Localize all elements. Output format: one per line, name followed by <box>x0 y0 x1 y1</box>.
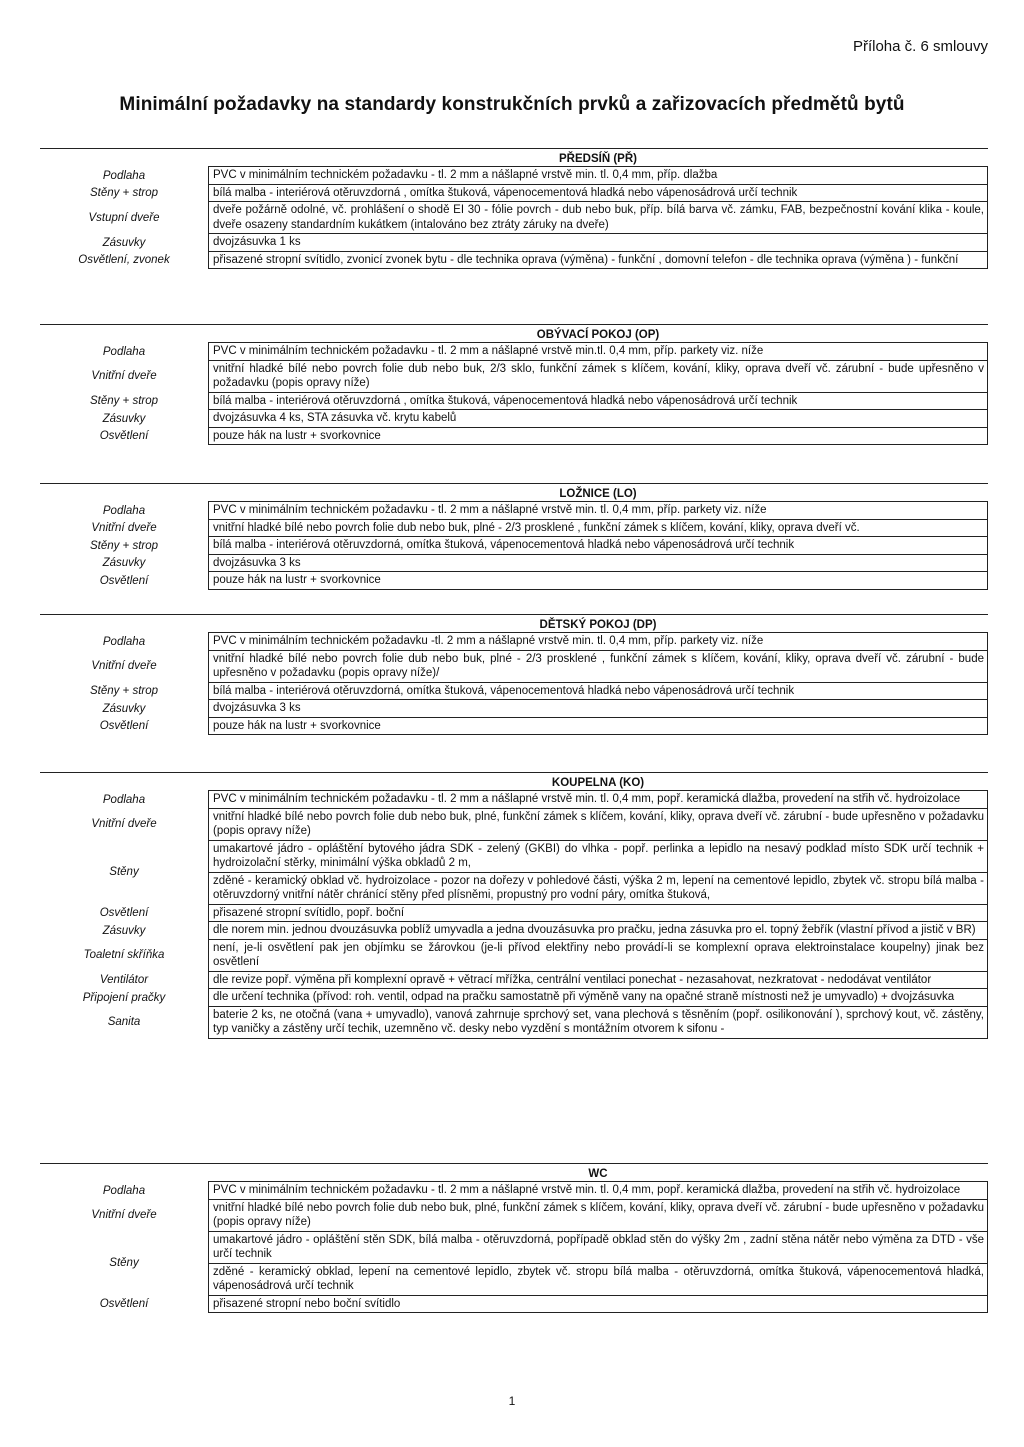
row-values <box>208 520 988 538</box>
row-value: vnitřní hladké bílé nebo povrch folie dub nebo buk, plné - 2/3 prosklené , funkční zámek s klíčem, kování, kliky, oprava dveří vč. zárubní - bude upřesněno v požadavku (popis opravy níže)/ <box>209 651 988 683</box>
row-value: zděné - keramický obklad vč. hydroizolace - pozor na dořezy v pohledové části, výška 2 m, lepení na cementové lepidlo, zbytek vč. stropu bílá malba - otěruvzdorný vnitřní nátěr chránící stěny před plísněmi, propustný pro vodní páry, omítka štuková, <box>209 873 988 905</box>
row-value: pouze hák na lustr + svorkovnice <box>209 572 988 590</box>
table-row <box>40 1007 988 1039</box>
row-value: vnitřní hladké bílé nebo povrch folie dub nebo buk, plné, funkční zámek s klíčem, kování, kliky, oprava dveří vč. zárubní - bude upřesněno v požadavku (popis opravy níže) <box>209 1200 988 1232</box>
table-row <box>40 651 988 683</box>
row-label: Vnitřní dveře <box>91 660 157 673</box>
page-title: Minimální požadavky na standardy konstrukčních prvků a zařizovacích předmětů bytů <box>119 94 905 115</box>
table-row <box>40 537 988 555</box>
row-label: Osvětlení <box>99 430 149 442</box>
row-values <box>208 410 988 428</box>
table-row <box>40 502 988 520</box>
row-label: Vnitřní dveře <box>91 818 157 831</box>
row-value: bílá malba - interiérová otěruvzdorná , omítka štuková, vápenocementová hladká nebo vápenosádrová určí technik <box>209 393 988 411</box>
row-value: zděné - keramický obklad, lepení na cementové lepidlo, zbytek vč. stropu bílá malba - otěruvzdorná, omítka štuková, vápenocementová hladká, vápenosádrová určí technik <box>209 1264 988 1296</box>
row-label: Vnitřní dveře <box>91 1209 157 1222</box>
table-row <box>40 555 988 573</box>
row-values <box>208 361 988 393</box>
row-label: Zásuvky <box>102 924 146 937</box>
table-row <box>40 989 988 1007</box>
row-value: přisazené stropní svítidlo, popř. boční <box>209 905 988 923</box>
row-label: Zásuvky <box>102 236 146 249</box>
row-label: Vnitřní dveře <box>91 522 157 534</box>
row-label: Vnitřní dveře <box>91 370 157 383</box>
table-row <box>40 683 988 701</box>
row-values <box>208 683 988 701</box>
section-title: WC <box>208 1164 988 1182</box>
row-label: Podlaha <box>102 1184 146 1197</box>
table-row <box>40 167 988 185</box>
section-title: DĚTSKÝ POKOJ (DP) <box>208 615 988 633</box>
row-label: Osvětlení <box>99 574 149 587</box>
row-value: bílá malba - interiérová otěruvzdorná, omítka štuková, vápenocementová hladká nebo vápenosádrová určí technik <box>209 683 988 701</box>
row-value: přisazené stropní svítidlo, zvonicí zvonek bytu - dle technika oprava (výměna) - funkční , domovní telefon - dle technika oprava (výměna ) - funkční <box>209 252 988 270</box>
section-wc <box>40 1163 988 1313</box>
row-label: Stěny <box>109 866 139 879</box>
section-koupelna <box>40 772 988 1039</box>
section-detsky-pokoj <box>40 614 988 735</box>
row-label: Podlaha <box>102 504 146 517</box>
row-label: Stěny <box>109 1257 139 1270</box>
row-values <box>208 922 988 940</box>
row-values <box>208 972 988 990</box>
row-values <box>208 905 988 923</box>
row-value: vnitřní hladké bílé nebo povrch folie dub nebo buk, plné, funkční zámek s klíčem, kování, kliky, oprava dveří vč. zárubní - bude upřesněno v požadavku (popis opravy níže) <box>209 809 988 841</box>
row-values <box>208 1232 988 1296</box>
section-title: OBÝVACÍ POKOJ (OP) <box>208 325 988 343</box>
row-label: Podlaha <box>102 635 146 648</box>
table-row <box>40 905 988 923</box>
row-values <box>208 555 988 573</box>
row-value: PVC v minimálním technickém požadavku - tl. 2 mm a nášlapné vrstvě min. tl. 0,4 mm, příp. dlažba <box>209 167 988 185</box>
row-value: baterie 2 ks, ne otočná (vana + umyvadlo), vanová zahrnuje sprchový set, vana plechová s těsněním (popř. osilikonování ), sprchový kout, vč. zástěny, typ vaničky a zástěny určí techik, uzemněno vč. desky nebo vyzdění s montážním otvorem k sifonu - <box>209 1007 988 1039</box>
row-values <box>208 202 988 234</box>
row-values <box>208 791 988 809</box>
section-loznice <box>40 483 988 590</box>
row-label: Stěny + strop <box>89 685 159 697</box>
row-label: Sanita <box>107 1016 141 1029</box>
row-label: Stěny + strop <box>89 187 159 199</box>
row-value: umakartové jádro - opláštění stěn SDK, bílá malba - otěruvzdorná, popřípadě obklad stěn do výšky 2m , zadní stěna nátěr nebo výměna za DTD - vše určí technik <box>209 1232 988 1264</box>
section-title: KOUPELNA (KO) <box>208 773 988 791</box>
row-value: dle určení technika (přívod: roh. ventil, odpad na pračku samostatně při výměně vany na opačné straně místnosti než je umyvadlo) + dvojzásuvka <box>209 989 988 1007</box>
table-row <box>40 841 988 905</box>
table-row <box>40 1296 988 1314</box>
row-values <box>208 502 988 520</box>
row-values <box>208 700 988 718</box>
section-predsin <box>40 148 988 269</box>
row-label: Zásuvky <box>102 412 146 425</box>
row-label: Ventilátor <box>99 974 149 986</box>
row-values <box>208 428 988 446</box>
row-value: dvojzásuvka 3 ks <box>209 700 988 718</box>
section-title: PŘEDSÍŇ (PŘ) <box>208 149 988 167</box>
row-values <box>208 234 988 252</box>
table-row <box>40 1182 988 1200</box>
row-label: Podlaha <box>102 169 146 182</box>
row-value: přisazené stropní nebo boční svítidlo <box>209 1296 988 1314</box>
table-row <box>40 520 988 538</box>
row-label: Osvětlení <box>99 907 149 919</box>
row-label: Zásuvky <box>102 702 146 715</box>
row-value: umakartové jádro - opláštění bytového jádra SDK - zelený (GKBI) do vlhka - popř. perlinka a lepidlo na nesavý podklad místo SDK určí technik + hydroizolační stěrky, minimální výška obkladů 2 m, <box>209 841 988 873</box>
row-value: bílá malba - interiérová otěruvzdorná , omítka štuková, vápenocementová hladká nebo vápenosádrová určí technik <box>209 185 988 203</box>
row-label: Osvětlení <box>99 720 149 732</box>
row-value: pouze hák na lustr + svorkovnice <box>209 428 988 446</box>
row-value: PVC v minimálním technickém požadavku -tl. 2 mm a nášlapné vrstvě min. tl. 0,4 mm, příp. parkety viz. níže <box>209 633 988 651</box>
row-value: dle revize popř. výměna při komplexní opravě + větrací mřížka, centrální ventilaci ponechat - nezasahovat, nezkratovat - nedodávat ventilátor <box>209 972 988 990</box>
row-value: dvojzásuvka 1 ks <box>209 234 988 252</box>
table-row <box>40 410 988 428</box>
table-row <box>40 700 988 718</box>
row-values <box>208 633 988 651</box>
table-row <box>40 343 988 361</box>
row-values <box>208 718 988 736</box>
page-number: 1 <box>508 1394 516 1408</box>
table-row <box>40 809 988 841</box>
row-values <box>208 537 988 555</box>
row-values <box>208 252 988 270</box>
row-value: není, je-li osvětlení pak jen objímku se žárovkou (je-li přívod elektřiny nebo provádí-li se komplexní oprava elektroinstalace koupelny) jinak bez osvětlení <box>209 940 988 972</box>
row-value: bílá malba - interiérová otěruvzdorná, omítka štuková, vápenocementová hladká nebo vápenosádrová určí technik <box>209 537 988 555</box>
table-row <box>40 252 988 270</box>
row-label: Osvětlení <box>99 1298 149 1310</box>
row-value: PVC v minimálním technickém požadavku - tl. 2 mm a nášlapné vrstvě min. tl. 0,4 mm, příp. parkety viz. níže <box>209 502 988 520</box>
row-label: Podlaha <box>102 345 146 358</box>
row-value: PVC v minimálním technickém požadavku - tl. 2 mm a nášlapné vrstvě min. tl. 0,4 mm, popř. keramická dlažba, provedení na střih vč. hydroizolace <box>209 791 988 809</box>
row-values <box>208 393 988 411</box>
table-row <box>40 791 988 809</box>
row-values <box>208 1182 988 1200</box>
row-label: Toaletní skříňka <box>83 949 165 962</box>
table-row <box>40 633 988 651</box>
row-value: vnitřní hladké bílé nebo povrch folie dub nebo buk, 2/3 sklo, funkční zámek s klíčem, kování, kliky, oprava dveří vč. zárubní - bude upřesněno v požadavku (popis opravy níže) <box>209 361 988 393</box>
table-row <box>40 922 988 940</box>
row-values <box>208 809 988 841</box>
annex-label: Příloha č. 6 smlouvy <box>852 38 988 55</box>
table-row <box>40 393 988 411</box>
row-values <box>208 841 988 905</box>
row-label: Stěny + strop <box>89 395 159 407</box>
table-row <box>40 1200 988 1232</box>
row-values <box>208 572 988 590</box>
row-value: PVC v minimálním technickém požadavku - tl. 2 mm a nášlapné vrstvě min.tl. 0,4 mm, příp. parkety viz. níže <box>209 343 988 361</box>
row-label: Vstupní dveře <box>88 211 160 224</box>
table-row <box>40 1232 988 1296</box>
row-label: Podlaha <box>102 793 146 806</box>
row-values <box>208 167 988 185</box>
row-value: pouze hák na lustr + svorkovnice <box>209 718 988 736</box>
table-row <box>40 202 988 234</box>
row-label: Připojení pračky <box>82 991 166 1004</box>
section-title: LOŽNICE (LO) <box>208 484 988 502</box>
table-row <box>40 185 988 203</box>
row-value: vnitřní hladké bílé nebo povrch folie dub nebo buk, plné - 2/3 prosklené , funkční zámek s klíčem, kování, kliky, oprava dveří vč. <box>209 520 988 538</box>
row-values <box>208 1007 988 1039</box>
table-row <box>40 572 988 590</box>
row-value: dvojzásuvka 4 ks, STA zásuvka vč. krytu kabelů <box>209 410 988 428</box>
table-row <box>40 718 988 736</box>
table-row <box>40 428 988 446</box>
row-values <box>208 1200 988 1232</box>
row-value: dvojzásuvka 3 ks <box>209 555 988 573</box>
row-label: Zásuvky <box>102 557 146 569</box>
table-row <box>40 234 988 252</box>
section-obyvaci-pokoj <box>40 324 988 445</box>
table-row <box>40 972 988 990</box>
row-values <box>208 185 988 203</box>
row-value: PVC v minimálním technickém požadavku - tl. 2 mm a nášlapné vrstvě min. tl. 0,4 mm, popř. keramická dlažba, provedení na střih vč. hydroizolace <box>209 1182 988 1200</box>
table-row <box>40 940 988 972</box>
row-value: dle norem min. jednou dvouzásuvka poblíž umyvadla a jedna dvouzásuvka pro pračku, jedna zásuvka pro el. topný žebřík (vlastní přívod a jistič v BR) <box>209 922 988 940</box>
row-values <box>208 940 988 972</box>
row-label: Stěny + strop <box>89 539 159 552</box>
row-value: dveře požárně odolné, vč. prohlášení o shodě EI 30 - fólie povrch - dub nebo buk, příp. bílá barva vč. zámku, FAB, bezpečnostní kování klika - koule, dveře osazeny standardním kukátkem (intalováno bez ztráty záruky na dveře) <box>209 202 988 234</box>
row-values <box>208 1296 988 1314</box>
row-values <box>208 651 988 683</box>
row-values <box>208 343 988 361</box>
row-label: Osvětlení, zvonek <box>78 254 170 266</box>
table-row <box>40 361 988 393</box>
row-values <box>208 989 988 1007</box>
